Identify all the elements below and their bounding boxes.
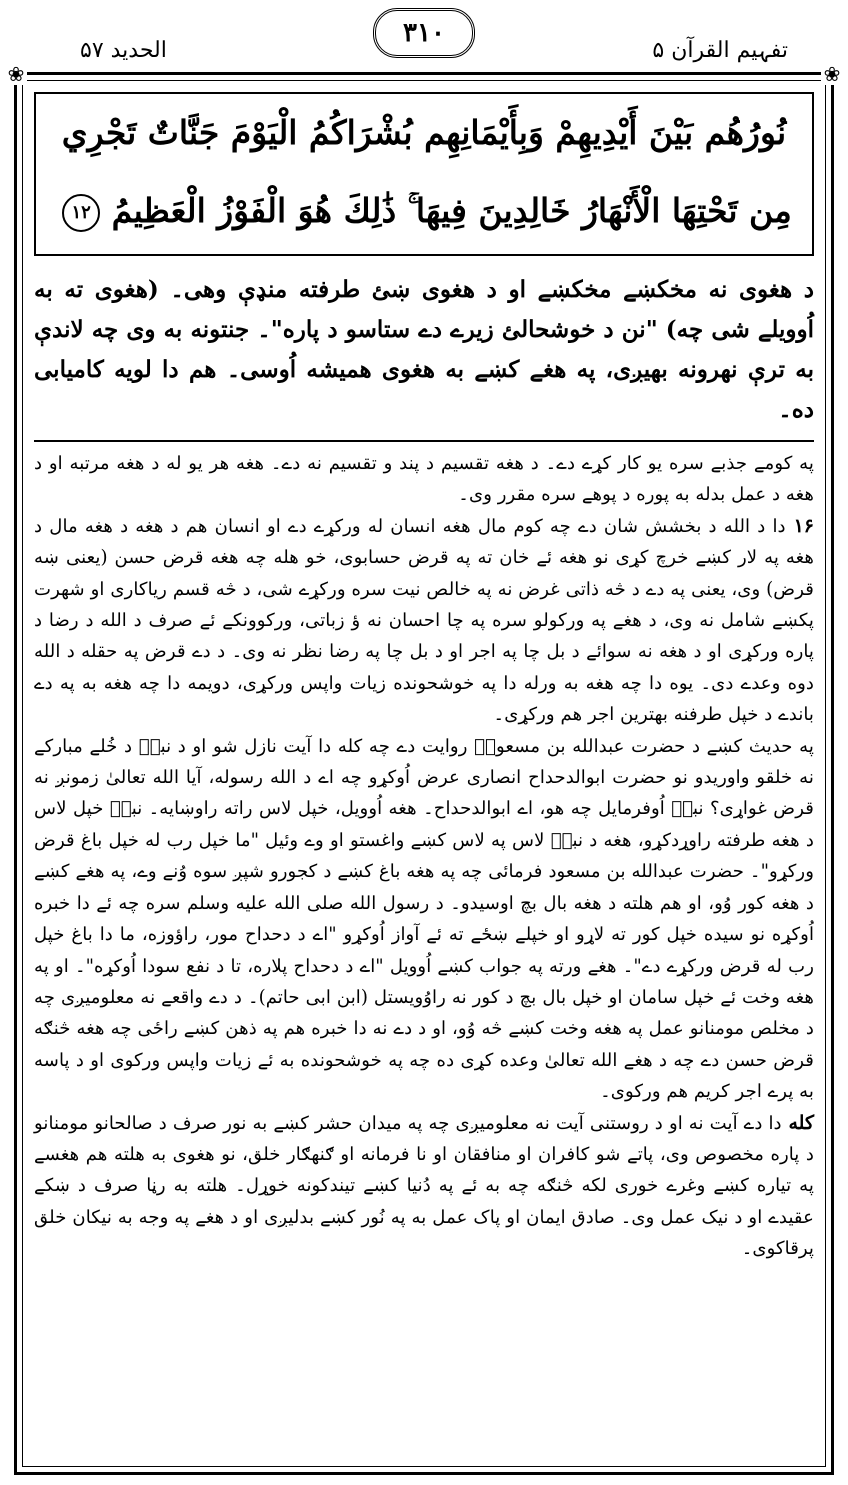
running-header — [40, 8, 808, 70]
book-title: تفہیم القرآن ۵ — [652, 38, 788, 63]
commentary-paragraph — [34, 511, 814, 731]
commentary-paragraph — [34, 731, 814, 1108]
footnote-mark: ۱۶ — [785, 514, 814, 537]
surah-reference: الحدید ۵۷ — [80, 38, 167, 63]
corner-ornament-icon: ❀ — [821, 63, 843, 85]
translation-text: د هغوی نه مخکښے مخکښے او د هغوی ښئ طرفته منډې وهی۔ (هغوی ته به اُوویلے شی چه) "نن د خوشحالئ زیرے دے ستاسو د پاره"۔ جنتونه به وی چه لاندې به ترې نهرونه بهیږی، په هغے کښے به هغوی همیشه اُوسی۔ هم دا لویه کامیابی ده۔ — [34, 276, 815, 423]
ayah-number-marker: ۱۲ — [62, 194, 100, 232]
footnote-mark: کله — [781, 1111, 814, 1134]
commentary — [34, 448, 814, 1467]
separator-line — [34, 440, 814, 442]
verse-line-1: نُورُهُم بَيْنَ أَيْدِيهِمْ وَبِأَيْمَانِهِم بُشْرَاكُمُ الْيَوْمَ جَنَّاتٌ تَجْرِي — [61, 113, 787, 152]
quran-verse-block — [34, 92, 814, 256]
page-number: ۳۱۰ — [373, 8, 475, 58]
commentary-text: دا دے آیت نه او د روستنی آیت نه معلومیږی چه په میدان حشر کښے به نور صرف د صالحانو مومنانو د پاره مخصوص وی، پاتے شو کافران او منافقان او نا فرمانه او ګنهګار خلق، نو هغوی به هلته هم هغسے په تیاره کښے وغرے خوری لکه څنګه چه به ئے په دُنیا کښے تیندکونه خوړل۔ هلته به رڼا صرف د ښکے عقیدے او د نیک عمل وی۔ صادق ایمان او پاک عمل به په نُور کښے بدلیږی او د هغے په وجه به نیکان خلق پرقاکوی۔ — [34, 1112, 814, 1260]
commentary-text: دا د الله د بخشش شان دے چه کوم مال هغه انسان له ورکړے دے او انسان هم د هغه د هغه مال د هغه په لار کښے خرچ کړی نو هغه ئے خان ته په قرض حسابوی، خو هله چه هغه قرض حسن (یعنی ښه قرض) وی، یعنی په دے د څه ذاتی غرض نه په خالص نیت سره ورکړے شی، د څه قسم ریاکاری او شهرت پکښے شامل نه وی، د هغے په ورکولو سره په چا احسان نه ؤ زباتی، ورکوونکے ئے صرف د الله د رضا د پاره ورکړی او د هغه نه سوائے د بل چا په اجر او د بل چا په رضا نظر نه وی۔ د دے قرض په حقله د الله دوه وعدے دی۔ یوه دا چه هغه به ورله دا په خوشحونده زیات واپس ورکړی، دویمه دا چه هغه به په دے باندے د خپل طرفنه بهترین اجر هم ورکړی۔ — [34, 515, 814, 726]
commentary-paragraph — [34, 448, 814, 511]
commentary-text: په کومے جذبے سره یو کار کړے دے۔ د هغه تقسیم د پند و تقسیم نه دے۔ هغه هر یو له د هغه مرتبه او د هغه د عمل بدله به پوره د پوهے سره مقرر وی۔ — [34, 453, 814, 506]
verse-line-2-text: مِن تَحْتِهَا الْأَنْهَارُ خَالِدِينَ فِيهَا ۚ ذَٰلِكَ هُوَ الْفَوْزُ الْعَظِيمُ — [111, 191, 792, 230]
corner-ornament-icon: ❀ — [5, 63, 27, 85]
commentary-paragraph — [34, 1108, 814, 1265]
commentary-text: په حدیث کښے د حضرت عبدالله بن مسعودؓ روایت دے چه کله دا آیت نازل شو او د نبیؐ د خُلے مبارکے نه خلقو واوریدو نو حضرت ابوالدحداح انصاری عرض اُوکړو چه اے د الله رسوله، آیا الله تعالیٰ زمونږ نه قرض غواړی؟ نبیؐ اُوفرمایل چه هو، اے ابوالدحداح۔ هغه اُوویل، خپل لاس راته راوښایه۔ نبیؐ خپل لاس د هغه طرفته راوړدکړو، هغه د نبیؐ لاس په لاس کښے واغستو او وے وئیل "ما خپل رب له خپل باغ قرض ورکړو"۔ حضرت عبدالله بن مسعود فرمائی چه په هغه باغ کښے د کجورو شپږ سوه وُنے وے، په هغے کښے د هغه کور وُو، او هم هلته د هغه بال بچ اوسیدو۔ د رسول الله صلی الله علیه وسلم سره چه ئے دا خبره اُوکړه نو سیده خپل کور ته لاړو او خپلے ښځے ته ئے آواز اُوکړو "اے د دحداح مور، راؤوزه، ما دا باغ خپل رب له قرض ورکړے دے"۔ هغے ورته په جواب کښے اُوویل "اے د دحداح پلاره، تا د نفع سودا اُوکړه"۔ او په هغه وخت ئے خپل سامان او خپل بال بچ د کور نه راوُویستل (ابن ابی حاتم)۔ د دے واقعے نه معلومیږی چه د مخلص مومنانو عمل په هغه وخت کښے څه وُو، او د دے نه دا خبره هم په ذهن کښے راځی چه هغه څنګه قرض حسن دے چه د هغے الله تعالیٰ وعده کړی ده چه په خوشحونده به ئے زیات واپس ورکوی او د پاسه به پرے اجر کریم هم ورکوی۔ — [34, 735, 814, 1103]
verse-line-2 — [36, 172, 812, 250]
